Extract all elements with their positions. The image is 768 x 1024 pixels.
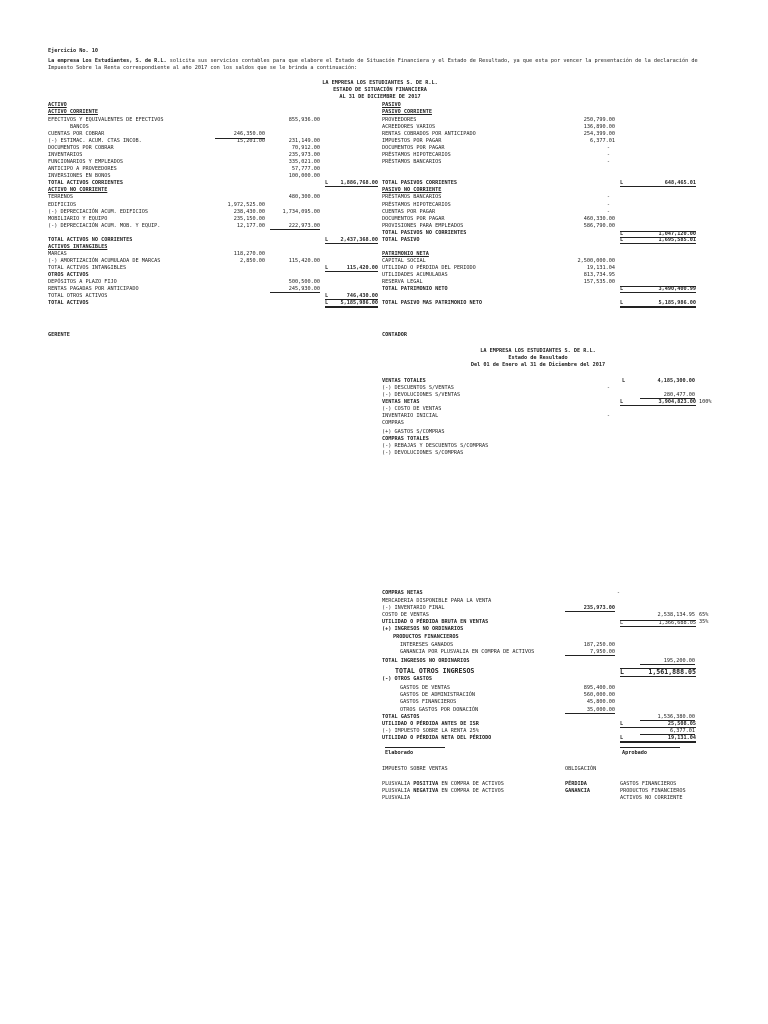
asset-row-label: (-) DEPRECIACIÓN ACUM. EDIFICIOS <box>48 209 148 215</box>
devoluciones-ventas-value: 280,477.00 <box>640 393 695 399</box>
liability-row-value: 586,790.00 <box>583 223 615 229</box>
reserva-legal-value: 157,535.00 <box>583 279 615 285</box>
currency-symbol: L <box>325 237 329 243</box>
liability-row-label: PRÉSTAMOS HIPOTECARIOS <box>382 152 451 158</box>
ventas-netas-pct: 100% <box>699 399 712 405</box>
total-ingresos-no-ordinarios-value: 195,200.00 <box>640 659 695 665</box>
note-part: EN COMPRA DE ACTIVOS <box>438 781 504 787</box>
pasivo-corriente-heading: PASIVO CORRIENTE <box>382 109 432 115</box>
gasto-label: GASTOS DE ADMINISTRACIÓN <box>400 692 475 698</box>
total-pasivos-corrientes-box <box>620 181 696 187</box>
pasivo-mas-patrimonio-value: 5,185,986.00 <box>658 300 696 306</box>
gasto-value: 35,000.00 <box>565 708 615 714</box>
productos-financieros-heading: PRODUCTOS FINANCIEROS <box>393 634 459 640</box>
amortizacion-value: 115,420.00 <box>288 258 320 264</box>
impuesto-renta-label: (-) IMPUESTO SOBRE LA RENTA 25% <box>382 728 479 734</box>
rentas-pagadas-value: 245,930.00 <box>270 287 320 293</box>
total-intangibles-box <box>325 266 378 272</box>
liability-row-label: PRÉSTAMOS BANCARIOS <box>382 194 442 200</box>
total-otros-ingresos-box <box>620 668 696 677</box>
costo-de-ventas-label: COSTO DE VENTAS <box>382 612 429 618</box>
ventas-netas-label: VENTAS NETAS <box>382 399 420 405</box>
activos-intangibles-heading: ACTIVOS INTANGIBLES <box>48 244 108 250</box>
devoluciones-ventas-label: (-) DEVOLUCIONES S/VENTAS <box>382 392 461 398</box>
liability-row-label: RENTAS COBRADOS POR ANTICIPADO <box>382 131 476 137</box>
total-otros-activos-value: 746,430.00 <box>346 293 378 299</box>
liability-row-value: - <box>606 145 610 151</box>
balance-date: AL 31 DE DICIEMBRE DE 2017 <box>339 94 421 100</box>
pasivo-no-corriente-heading: PASIVO NO CORRIENTE <box>382 187 442 193</box>
gasto-label: GASTOS DE VENTAS <box>400 685 450 691</box>
depositos-label: DEPÓSITOS A PLAZO FIJO <box>48 279 117 285</box>
descuentos-ventas-label: (-) DESCUENTOS S/VENTAS <box>382 385 454 391</box>
note-perdida: PÉRDIDA <box>565 781 587 787</box>
asset-row-label: (-) ESTIMAC. ACUM. CTAS INCOB. <box>48 138 142 144</box>
pasivo-mas-patrimonio-box <box>620 301 696 308</box>
currency-symbol: L <box>325 300 329 306</box>
total-otros-activos-label: TOTAL OTROS ACTIVOS <box>48 293 108 299</box>
total-gastos-label: TOTAL GASTOS <box>382 714 420 720</box>
capital-social-value: 2,500,000.00 <box>577 258 615 264</box>
signature-line <box>620 747 680 748</box>
ingresos-no-ordinarios-heading: (+) INGRESOS NO ORDINARIOS <box>382 626 464 632</box>
note-part: PLUSVALIA <box>382 781 414 787</box>
balance-subtitle: ESTADO DE SITUACIÓN FINANCIERA <box>333 87 427 93</box>
marcas-value: 118,270.00 <box>233 251 265 257</box>
activo-corriente-heading: ACTIVO CORRIENTE <box>48 109 98 115</box>
income-date: Del 01 de Enero al 31 de Diciembre del 2017 <box>470 362 606 368</box>
note-impuesto-ventas: IMPUESTO SOBRE VENTAS <box>382 766 448 772</box>
descuentos-ventas-value: - <box>606 385 610 391</box>
total-pasivos-no-corrientes-label: TOTAL PASIVOS NO CORRIENTES <box>382 230 467 236</box>
activo-heading: ACTIVO <box>48 102 67 108</box>
compras-netas-value: - <box>616 590 620 596</box>
costo-ventas-heading: (-) COSTO DE VENTAS <box>382 406 442 412</box>
total-activos-label: TOTAL ACTIVOS <box>48 300 89 306</box>
intro-line-2: Impuesto Sobre la Renta correspondiente al año 2017 con los saldos que se le brinda a continuación: <box>48 65 358 71</box>
total-activos-value: 5,185,986.00 <box>340 300 378 306</box>
ganancia-plusvalia-label: GANANCIA POR PLUSVALIA EN COMPRA DE ACTIVOS <box>400 649 535 655</box>
compras-label: COMPRAS <box>382 420 404 426</box>
total-otros-ingresos-label: TOTAL OTROS INGRESOS <box>395 667 475 675</box>
signature-line <box>385 747 445 748</box>
exercise-title: Ejercicio No. 10 <box>48 48 98 54</box>
total-pasivo-box <box>620 238 696 244</box>
intereses-label: INTERESES GANADOS <box>400 642 454 648</box>
currency-symbol: L <box>620 300 624 306</box>
aprobado-signature: Aprobado <box>622 750 647 756</box>
currency-symbol: L <box>620 286 624 292</box>
inventario-final-value: 235,973.00 <box>565 606 615 612</box>
asset-row-label: CUENTAS POR COBRAR <box>48 131 105 137</box>
note-obligacion: OBLIGACIÓN <box>565 766 597 772</box>
note-plusvalia-positiva <box>382 782 504 787</box>
intro-company: La empresa Los Estudiantes, S. de R.L. <box>48 58 167 64</box>
asset-row-label: MOBILIARIO Y EQUIPO <box>48 216 108 222</box>
note-ganancia: GANANCIA <box>565 788 590 794</box>
asset-row-label: BANCOS <box>70 124 89 130</box>
note-plusvalia-negativa <box>382 789 504 794</box>
note-productos-financieros: PRODUCTOS FINANCIEROS <box>620 788 686 794</box>
currency-symbol: L <box>620 735 624 741</box>
asset-row-value: 100,000.00 <box>288 173 320 179</box>
gerente-signature: GERENTE <box>48 332 70 338</box>
otros-gastos-heading: (-) OTROS GASTOS <box>382 676 432 682</box>
liability-row-value: 250,799.00 <box>583 117 615 123</box>
currency-symbol: L <box>325 265 329 271</box>
total-activos-no-corrientes-value: 2,437,368.00 <box>340 237 378 243</box>
note-activos-no-corriente: ACTIVOS NO CORRIENTE <box>620 795 683 801</box>
asset-row-value: 222,973.00 <box>270 224 320 230</box>
liability-row-value: - <box>606 159 610 165</box>
liability-row-label: DOCUMENTOS POR PAGAR <box>382 216 445 222</box>
utilidad-neta-box <box>620 736 696 743</box>
total-pasivo-label: TOTAL PASIVO <box>382 237 420 243</box>
pasivo-mas-patrimonio-label: TOTAL PASIVO MAS PATRIMONIO NETO <box>382 300 482 306</box>
amortizacion-label: (-) AMORTIZACIÓN ACUMULADA DE MARCAS <box>48 258 161 264</box>
devoluciones-compras-label: (-) DEVOLUCIONES S/COMPRAS <box>382 450 464 456</box>
intro-line-1 <box>48 59 698 64</box>
ventas-netas-box <box>620 400 696 406</box>
patrimonio-heading: PATRIMONIO NETA <box>382 251 429 257</box>
amortizacion-sub: 2,850.00 <box>240 258 265 264</box>
total-ingresos-no-ordinarios-label: TOTAL INGRESOS NO ORDINARIOS <box>382 658 470 664</box>
liability-row-value: 254,399.00 <box>583 131 615 137</box>
gastos-compras-label: (+) GASTOS S/COMPRAS <box>382 429 445 435</box>
balance-title: LA EMPRESA LOS ESTUDIANTES S. DE R.L. <box>322 80 438 86</box>
currency-symbol: L <box>620 620 624 626</box>
ventas-netas-value: 3,904,823.00 <box>658 399 696 405</box>
note-part: EN COMPRA DE ACTIVOS <box>438 788 504 794</box>
total-patrimonio-value: 3,490,400.99 <box>658 286 696 292</box>
impuesto-renta-value: 6,377.01 <box>640 729 695 735</box>
liability-row-value: - <box>606 202 610 208</box>
liability-row-value: - <box>606 209 610 215</box>
gasto-value: 45,800.00 <box>586 699 615 705</box>
asset-row-sub: 238,430.00 <box>233 209 265 215</box>
liability-row-label: PRÉSTAMOS BANCARIOS <box>382 159 442 165</box>
total-activos-no-corrientes-label: TOTAL ACTIVOS NO CORRIENTES <box>48 237 133 243</box>
asset-row-label: TERRENOS <box>48 194 73 200</box>
currency-symbol: L <box>620 237 624 243</box>
rentas-pagadas-label: RENTAS PAGADAS POR ANTICIPADO <box>48 286 139 292</box>
ganancia-plusvalia-value: 7,950.00 <box>565 650 615 656</box>
inventario-final-label: (-) INVENTARIO FINAL <box>382 605 445 611</box>
gasto-value: 895,400.00 <box>583 685 615 691</box>
currency-symbol: L <box>325 180 329 186</box>
utilidades-acumuladas-label: UTILIDADES ACUMULADAS <box>382 272 448 278</box>
inventario-inicial-value: - <box>606 413 610 419</box>
utilidad-bruta-value: 1,366,688.05 <box>658 620 696 626</box>
total-intangibles-label: TOTAL ACTIVOS INTANGIBLES <box>48 265 127 271</box>
liability-row-label: ACREEDORES VARIOS <box>382 124 436 130</box>
liability-row-value: 460,330.00 <box>583 216 615 222</box>
ventas-totales-value: 4,185,300.00 <box>657 378 695 384</box>
costo-pct: 65% <box>699 612 709 618</box>
asset-row-sub: 235,150.00 <box>233 216 265 222</box>
asset-row-value: 480,300.00 <box>288 194 320 200</box>
asset-row-value: 231,149.00 <box>288 138 320 144</box>
marcas-label: MARCAS <box>48 251 67 257</box>
compras-totales-label: COMPRAS TOTALES <box>382 436 429 442</box>
compras-netas-label: COMPRAS NETAS <box>382 590 423 596</box>
total-pasivos-corrientes-label: TOTAL PASIVOS CORRIENTES <box>382 180 457 186</box>
gasto-value: 560,000.00 <box>583 692 615 698</box>
asset-row-label: ANTICIPO A PROVEEDORES <box>48 166 117 172</box>
liability-row-label: PROVEEDORES <box>382 117 417 123</box>
total-intangibles-value: 115,420.00 <box>346 265 378 271</box>
liability-row-value: - <box>606 152 610 158</box>
total-pasivos-no-corrientes-value: 1,047,120.00 <box>658 231 696 237</box>
liability-row-label: IMPUESTOS POR PAGAR <box>382 138 442 144</box>
total-otros-ingresos-value: 1,561,888.05 <box>648 668 696 676</box>
asset-row-value: 1,734,095.00 <box>282 209 320 215</box>
mercaderia-label: MERCADERIA DISPONIBLE PARA LA VENTA <box>382 598 492 604</box>
total-patrimonio-box <box>620 286 696 293</box>
income-subtitle: Estado de Resultado <box>508 355 568 361</box>
asset-row-sub: 1,972,525.00 <box>227 202 265 208</box>
asset-row-label: FUNCIONARIOS Y EMPLEADOS <box>48 159 123 165</box>
total-gastos-value: 1,536,380.00 <box>640 715 695 721</box>
note-part: PLUSVALIA <box>382 788 414 794</box>
inventario-inicial-label: INVENTARIO INICIAL <box>382 413 439 419</box>
liability-row-label: CUENTAS POR PAGAR <box>382 209 436 215</box>
intereses-value: 187,250.00 <box>583 642 615 648</box>
elaborado-signature: Elaborado <box>385 750 414 756</box>
currency-symbol: L <box>622 378 626 384</box>
asset-row-label: DOCUMENTOS POR COBRAR <box>48 145 114 151</box>
total-pasivo-value: 1,695,585.01 <box>658 237 696 243</box>
asset-row-value: 235,973.00 <box>288 152 320 158</box>
asset-row-label: EFECTIVOS Y EQUIVALENTES DE EFECTIVOS <box>48 117 164 123</box>
liability-row-label: PROVISIONES PARA EMPLEADOS <box>382 223 464 229</box>
utilidad-antes-isr-value: 25,508.05 <box>667 721 696 727</box>
asset-row-label: INVENTARIOS <box>48 152 83 158</box>
pasivo-heading: PASIVO <box>382 102 401 108</box>
currency-symbol: L <box>620 231 624 237</box>
total-pasivos-corrientes-value: 648,465.01 <box>664 180 696 186</box>
income-title: LA EMPRESA LOS ESTUDIANTES S. DE R.L. <box>480 348 596 354</box>
asset-row-value: 335,021.00 <box>288 159 320 165</box>
total-activos-no-corrientes-box <box>325 238 378 244</box>
currency-symbol: L <box>620 721 624 727</box>
total-activos-box <box>325 301 378 308</box>
intro-text: solicita sus servicios contables para que elabore el Estado de Situación Financiera y el Estado de Resultado, ya que esta por vencer la presentación de la declaración de <box>166 58 698 64</box>
depositos-value: 500,500.00 <box>288 279 320 285</box>
utilidad-antes-isr-label: UTILIDAD O PÉRDIDA ANTES DE ISR <box>382 721 479 727</box>
gasto-label: GASTOS FINANCIEROS <box>400 699 457 705</box>
total-patrimonio-label: TOTAL PATRIMONIO NETO <box>382 286 448 292</box>
note-part-bold: NEGATIVA <box>413 788 439 794</box>
utilidad-bruta-label: UTILIDAD O PÉRDIDA BRUTA EN VENTAS <box>382 619 489 625</box>
asset-row-sub: 246,350.00 <box>233 131 265 137</box>
asset-row-value: 855,936.00 <box>288 117 320 123</box>
reserva-legal-label: RESERVA LEGAL <box>382 279 423 285</box>
utilidad-bruta-pct: 35% <box>699 619 709 625</box>
asset-row-label: INVERSIONES EN BONOS <box>48 173 111 179</box>
asset-row-value: 57,777.00 <box>291 166 320 172</box>
utilidad-neta-label: UTILIDAD O PÉRDIDA NETA DEL PÉRIODO <box>382 735 492 741</box>
currency-symbol: L <box>620 668 624 676</box>
utilidad-neta-value: 19,131.04 <box>667 735 696 741</box>
liability-row-value: - <box>606 194 610 200</box>
liability-row-label: DOCUMENTOS POR PAGAR <box>382 145 445 151</box>
ventas-totales-label: VENTAS TOTALES <box>382 378 426 384</box>
activo-no-corriente-heading: ACTIVO NO CORRIENTE <box>48 187 108 193</box>
liability-row-label: PRÉSTAMOS HIPOTECARIOS <box>382 202 451 208</box>
capital-social-label: CAPITAL SOCIAL <box>382 258 426 264</box>
asset-row-value: 70,912.00 <box>291 145 320 151</box>
total-activos-corrientes-value: 1,886,768.00 <box>340 180 378 186</box>
asset-row-label: (-) DEPRECIACIÓN ACUM. MOB. Y EQUIP. <box>48 223 161 229</box>
note-gastos-financieros: GASTOS FINANCIEROS <box>620 781 677 787</box>
utilidad-periodo-label: UTILIDAD O PÉRDIDA DEL PERIODO <box>382 265 476 271</box>
currency-symbol: L <box>620 399 624 405</box>
liability-row-value: 136,890.00 <box>583 124 615 130</box>
total-activos-corrientes-box <box>325 181 378 187</box>
gasto-label: OTROS GASTOS POR DONACIÓN <box>400 707 479 713</box>
utilidad-periodo-value: 19,131.04 <box>586 265 615 271</box>
utilidad-bruta-box <box>620 620 696 627</box>
otros-activos-heading: OTROS ACTIVOS <box>48 272 89 278</box>
currency-symbol: L <box>620 180 624 186</box>
note-plusvalia: PLUSVALIA <box>382 795 411 801</box>
asset-row-label: EDIFICIOS <box>48 202 77 208</box>
asset-row-sub: 15,201.00 <box>215 138 265 144</box>
costo-de-ventas-value: 2,538,134.95 <box>657 612 695 618</box>
rebajas-compras-label: (-) REBAJAS Y DESCUENTOS S/COMPRAS <box>382 443 489 449</box>
currency-symbol: L <box>325 293 329 299</box>
asset-row-sub: 12,177.00 <box>236 223 265 229</box>
note-part-bold: POSITIVA <box>413 781 439 787</box>
total-activos-corrientes-label: TOTAL ACTIVOS CORRIENTES <box>48 180 123 186</box>
liability-row-value: 6,377.01 <box>590 138 615 144</box>
contador-signature: CONTADOR <box>382 332 407 338</box>
utilidades-acumuladas-value: 813,734.95 <box>583 272 615 278</box>
